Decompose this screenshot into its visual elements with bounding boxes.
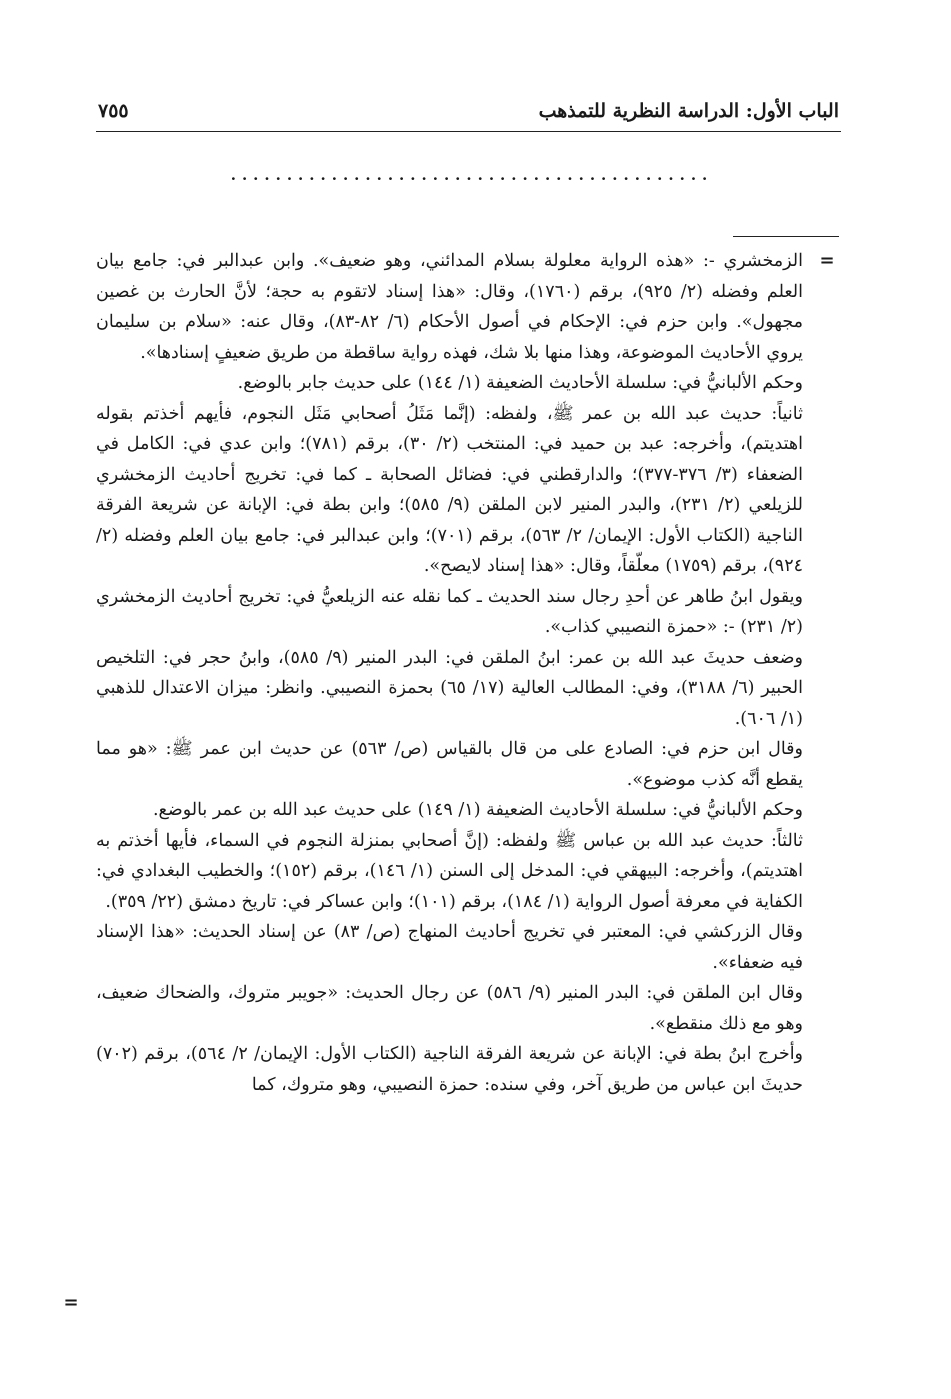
footnote-paragraph: وأخرج ابنُ بطة في: الإبانة عن شريعة الفرقة الناجية (الكتاب الأول: الإيمان/ ٢/ ٥٦٤)، برقم (٧٠٢) حديثَ ابن عباس من طريق آخر، وفي سنده: حمزة النصيبي، وهو متروك، كما	[96, 1044, 804, 1095]
footnote-paragraph: وحكم الألبانيُّ في: سلسلة الأحاديث الضعيفة (١/ ١٤٤) على حديث جابر بالوضع.	[237, 373, 803, 393]
footnote-paragraph: ثالثاً: حديث عبد الله بن عباس ﷺ ولفظه: (إنَّ أصحابي بمنزلة النجوم في السماء، فأيها أخذتم به اهتديتم)، وأخرجه: البيهقي في: المدخل إلى السنن (١/ ١٤٦)، برقم (١٥٢)؛ والخطيب البغدادي في: الكفاية في معرفة أصول الرواية (١/ ١٨٤)، برقم (١٠١)؛ وابن عساكر في: تاريخ دمشق (٢٢/ ٣٥٩).	[96, 830, 803, 912]
header-rule	[96, 131, 841, 132]
footnote-paragraph: وقال الزركشي في: المعتبر في تخريج أحاديث المنهاج (ص/ ٨٣) عن إسناد الحديث: «هذا الإسناد فيه ضعفاء».	[96, 922, 803, 973]
footnote-paragraph: وقال ابن الملقن في: البدر المنير (٩/ ٥٨٦) عن رجال الحديث: «جويبر متروك، والضحاك ضعيف، وهو مع ذلك منقطع».	[96, 983, 804, 1034]
footnote-paragraph: وقال ابن حزم في: الصادع على من قال بالقياس (ص/ ٥٦٣) عن حديث ابن عمر ﷺ: «هو مما يقطع أنَّه كذب موضوع».	[96, 739, 803, 790]
footnote-paragraph: وحكم الألبانيُّ في: سلسلة الأحاديث الضعيفة (١/ ١٤٩) على حديث عبد الله بن عمر بالوضع.	[152, 800, 803, 820]
page-header	[98, 96, 839, 126]
footnote-rule	[733, 236, 839, 237]
page-number: ٧٥٥	[98, 100, 129, 122]
footnote-paragraph: ويقول ابنُ طاهر عن أحدِ رجال سند الحديث ـ كما نقله عنه الزيلعيُّ في: تخريج أحاديث الزمخشري (٢/ ٢٣١) -: «حمزة النصيبي كذاب».	[96, 586, 803, 637]
running-title: الباب الأول: الدراسة النظرية للتمذهب	[538, 100, 839, 122]
footnote-paragraph: ثانياً: حديث عبد الله بن عمر ﷺ، ولفظه: (إنَّما مَثَلُ أصحابي مَثَل النجوم، فأيهم أخذتم بقوله اهتديتم)، وأخرجه: عبد بن حميد في: المنتخب (٢/ ٣٠)، برقم (٧٨١)؛ وابن عدي في: الكامل في الضعفاء (٣/ ٣٧٦-٣٧٧)؛ والدارقطني في: فضائل الصحابة ـ كما في: تخريج أحاديث الزمخشري للزيلعي (٢/ ٢٣١)، والبدر المنير لابن الملقن (٩/ ٥٨٥)؛ وابن بطة في: الإبانة عن شريعة الفرقة الناجية (الكتاب الأول: الإيمان/ ٢/ ٥٦٣)، برقم (٧٠١)؛ وابن عبدالبر في: جامع بيان العلم وفضله (٢/ ٩٢٤)، برقم (١٧٥٩) معلّقاً، وقال: «هذا إسناد لايصح».	[96, 403, 804, 576]
footnote-paragraph: وضعف حديثَ عبد الله بن عمر: ابنُ الملقن في: البدر المنير (٩/ ٥٨٥)، وابنُ حجر في: التلخيص الحبير (٦/ ٣١٨٨)، وفي: المطالب العالية (١٧/ ٦٥) بحمزة النصيبي. وانظر: ميزان الاعتدال للذهبي (١/ ٦٠٦).	[96, 647, 803, 729]
dotted-separator: ...........................................	[230, 166, 714, 184]
continuation-marker-end: =	[63, 1292, 79, 1313]
continuation-marker-start: =	[819, 250, 835, 271]
footnote-text	[96, 246, 803, 1100]
footnote-paragraph: الزمخشري -: «هذه الرواية معلولة بسلام المدائني، وهو ضعيف». وابن عبدالبر في: جامع بيان العلم وفضله (٢/ ٩٢٥)، برقم (١٧٦٠)، وقال: «هذا إسناد لاتقوم به حجة؛ لأنَّ الحارث بن غصين مجهول». وابن حزم في: الإحكام في أصول الأحكام (٦/ ٨٢-٨٣)، وقال عنه: «سلام بن سليمان يروي الأحاديث الموضوعة، وهذا منها بلا شك، فهذه رواية ساقطة من طريق ضعيفٍ إسنادها».	[96, 251, 803, 363]
